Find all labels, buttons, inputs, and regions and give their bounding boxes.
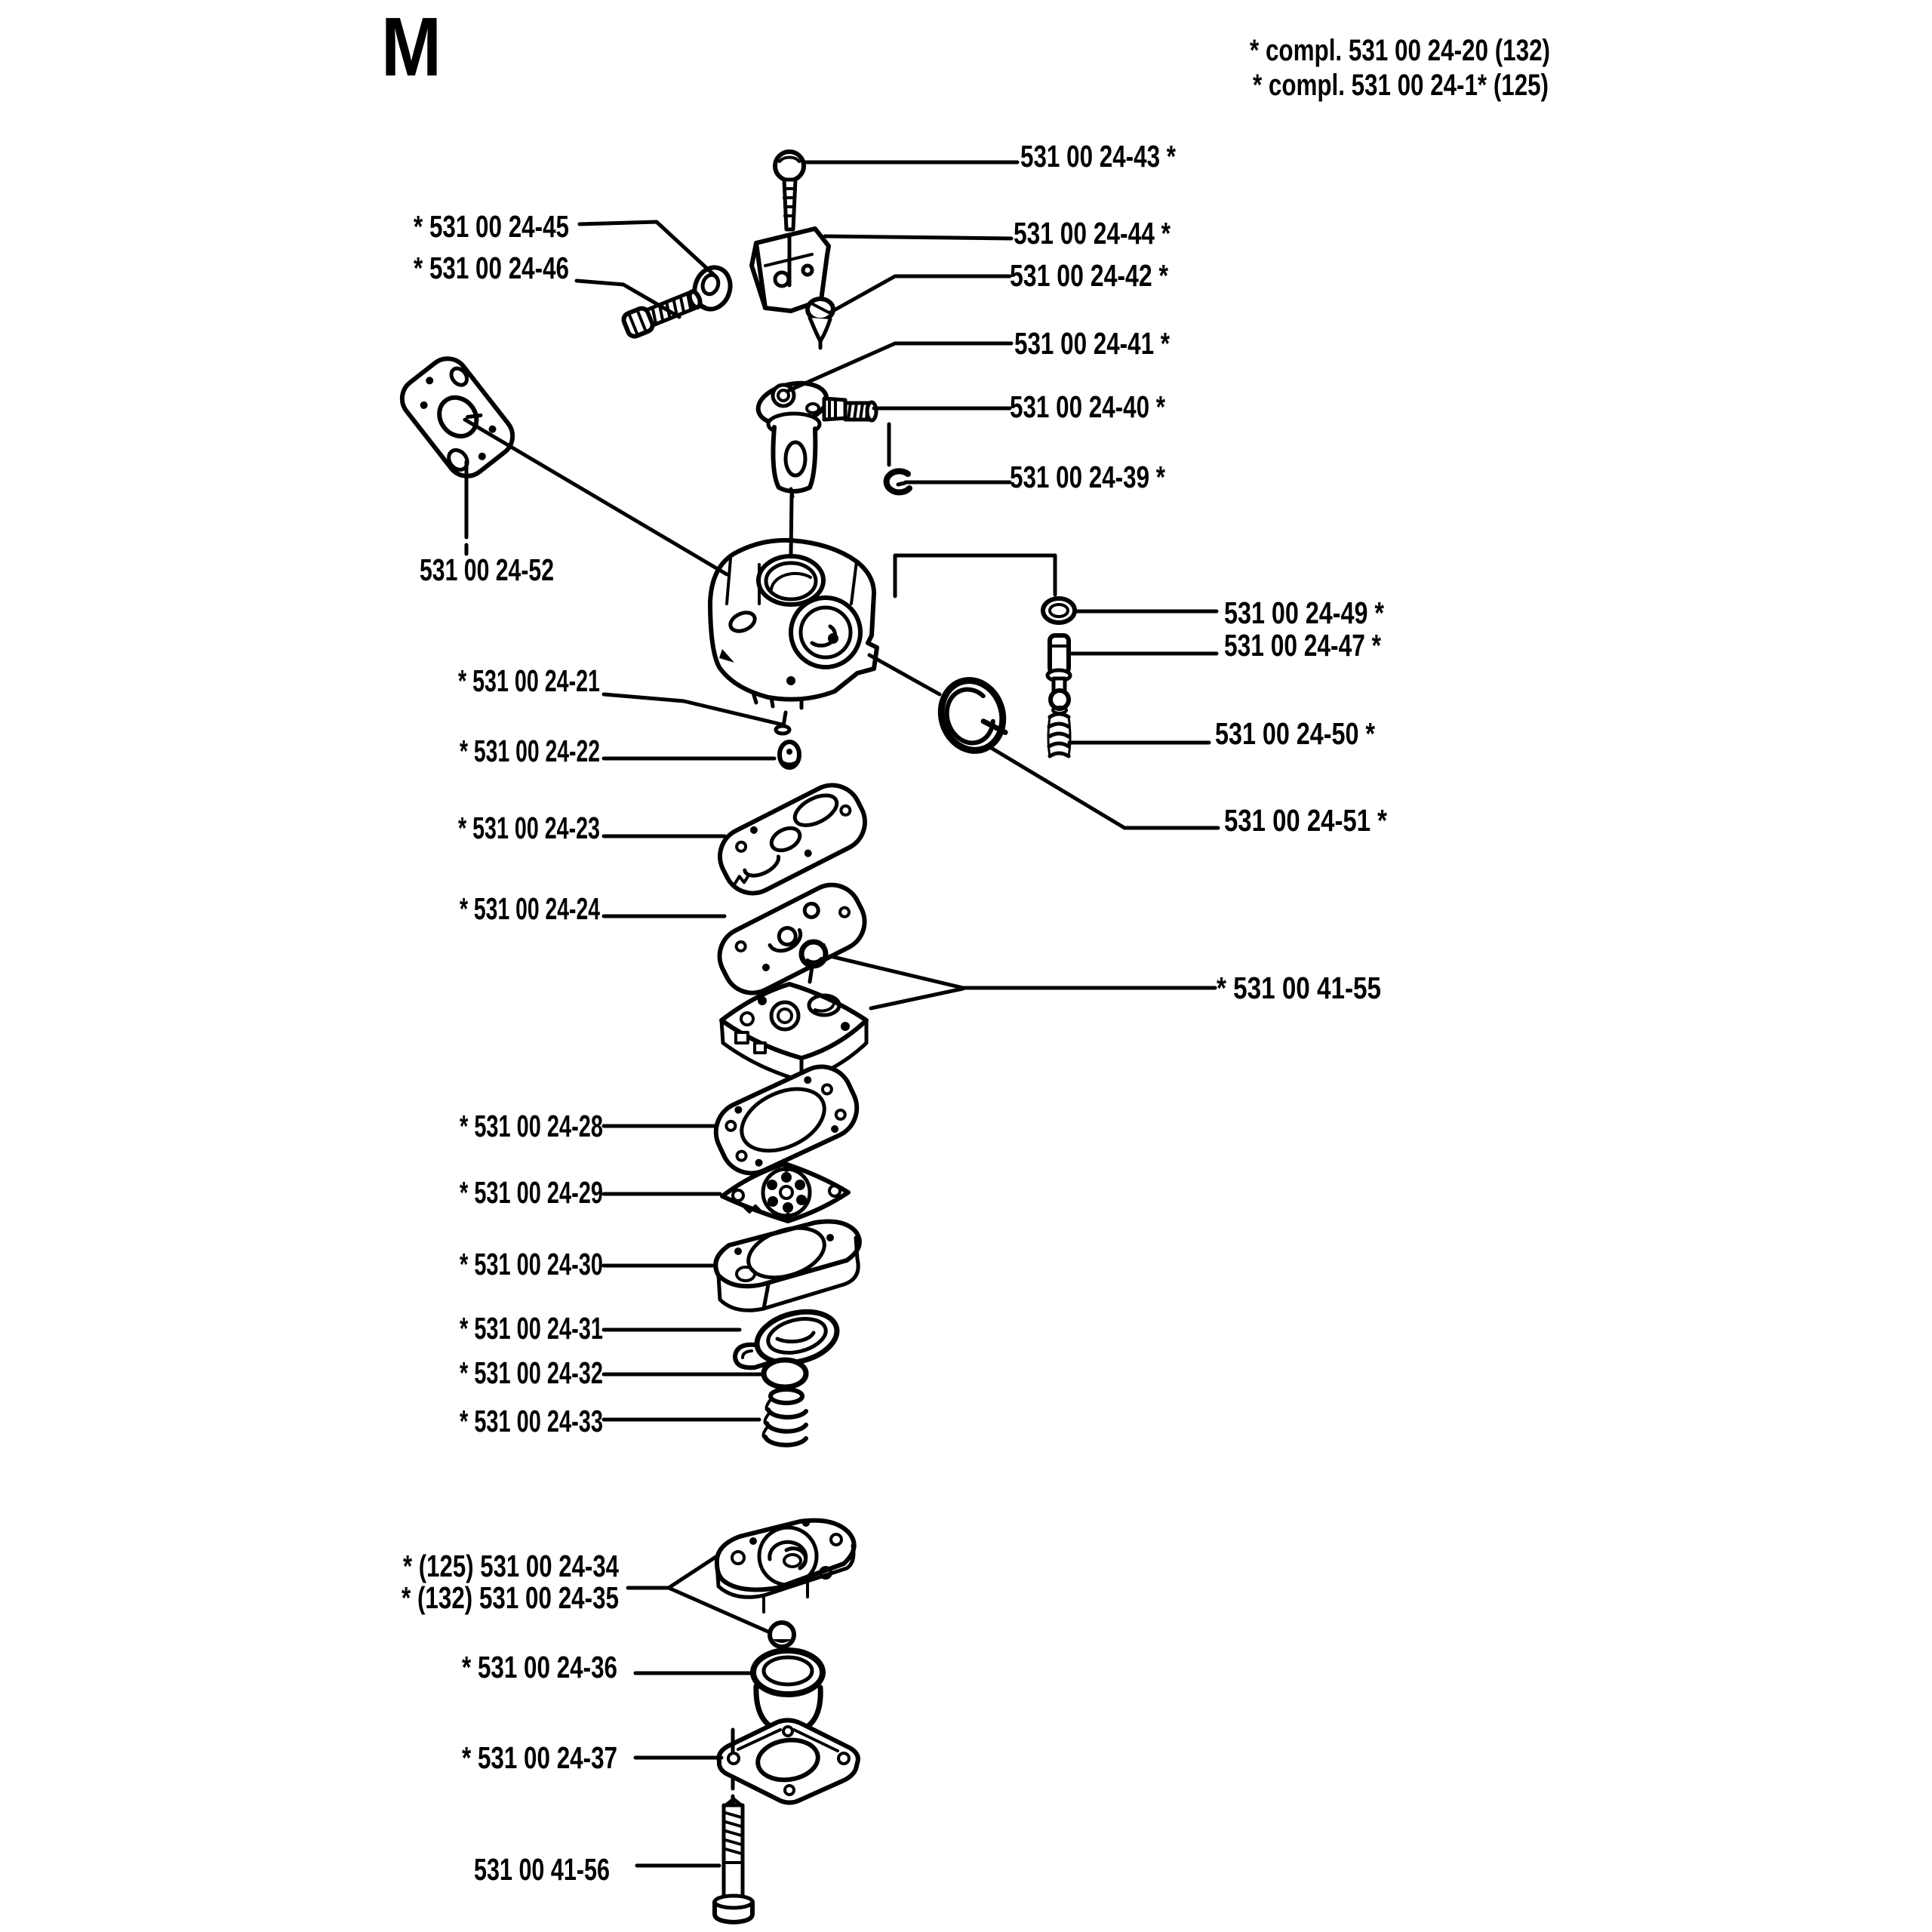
label-531-00-24-45: * 531 00 24-45 — [414, 209, 569, 244]
part-bolt-24-46 — [622, 287, 703, 339]
part-spring-24-50 — [1048, 714, 1070, 756]
label-531-00-24-35: * (132) 531 00 24-35 — [401, 1580, 619, 1615]
leader-41-55-lower — [871, 989, 963, 1008]
label-531-00-24-23: * 531 00 24-23 — [458, 811, 600, 845]
label-531-00-41-55: * 531 00 41-55 — [1217, 971, 1381, 1005]
leader-24-52-diagonal — [465, 420, 727, 574]
leader-body-to-disc — [869, 655, 940, 694]
part-screw-41-56 — [715, 1799, 752, 1922]
part-needle-valve-24-47 — [1048, 635, 1070, 713]
label-531-00-24-37: * 531 00 24-37 — [462, 1740, 617, 1775]
label-531-00-24-40: 531 00 24-40 * — [1010, 389, 1166, 424]
part-spring-24-33 — [764, 1389, 807, 1445]
label-531-00-24-43: 531 00 24-43 * — [1020, 139, 1177, 174]
label-531-00-24-21: * 531 00 24-21 — [458, 663, 600, 698]
label-531-00-24-28: * 531 00 24-28 — [460, 1109, 603, 1143]
label-531-00-24-32: * 531 00 24-32 — [460, 1355, 603, 1390]
part-gasket-24-23 — [710, 775, 875, 903]
part-metering-body-41-55 — [721, 984, 866, 1081]
label-531-00-24-47: 531 00 24-47 * — [1224, 628, 1382, 663]
label-531-00-24-41: 531 00 24-41 * — [1014, 326, 1171, 361]
leader-24-42 — [830, 276, 1010, 312]
leader-24-45 — [580, 222, 715, 276]
section-letter: M — [381, 1, 441, 94]
label-531-00-24-30: * 531 00 24-30 — [460, 1247, 603, 1281]
part-idle-screw-24-42 — [808, 299, 833, 348]
label-531-00-24-34: * (125) 531 00 24-34 — [403, 1549, 620, 1583]
part-screw-24-43 — [775, 152, 804, 229]
part-primer-pump-24-34-35 — [717, 1519, 854, 1612]
label-531-00-24-44: 531 00 24-44 * — [1014, 216, 1171, 251]
note-compl-125: * compl. 531 00 24-1* (125) — [1253, 69, 1549, 102]
label-531-00-24-33: * 531 00 24-33 — [460, 1404, 603, 1438]
leader-41-55-upper — [830, 956, 1215, 988]
label-531-00-24-22: * 531 00 24-22 — [460, 734, 600, 768]
label-531-00-24-52: 531 00 24-52 — [420, 552, 554, 587]
leader-24-51 — [989, 746, 1218, 828]
part-throttle-shaft-24-41-40 — [755, 377, 876, 497]
part-choke-diaphragm-24-51 — [932, 672, 1011, 758]
part-pump-body-24-30 — [715, 1219, 860, 1310]
part-check-ball — [770, 1623, 794, 1647]
label-531-00-24-50: 531 00 24-50 * — [1215, 716, 1376, 751]
leader-24-34-35-b — [669, 1588, 770, 1632]
part-plug-24-22 — [780, 742, 799, 768]
leader-24-44 — [825, 236, 1011, 238]
label-531-00-41-56: 531 00 41-56 — [474, 1852, 610, 1887]
part-inlet-needle-41-55 — [801, 942, 826, 982]
leader-24-41 — [788, 343, 1011, 391]
shaft-axis — [791, 495, 792, 554]
label-531-00-24-51: 531 00 24-51 * — [1224, 803, 1388, 838]
part-carburetor-body — [710, 540, 877, 708]
label-531-00-24-36: * 531 00 24-36 — [462, 1650, 617, 1684]
leader-valve-install — [895, 555, 1055, 596]
label-531-00-24-24: * 531 00 24-24 — [460, 891, 601, 926]
part-gasket-24-37 — [718, 1720, 857, 1802]
label-531-00-24-42: 531 00 24-42 * — [1010, 258, 1169, 293]
label-531-00-24-29: * 531 00 24-29 — [460, 1175, 603, 1210]
part-oring-24-32 — [764, 1360, 806, 1387]
part-number-labels — [381, 1, 1550, 1887]
part-oring-24-49 — [1043, 598, 1075, 623]
part-gasket-24-52 — [394, 350, 521, 484]
note-compl-132: * compl. 531 00 24-20 (132) — [1250, 34, 1550, 67]
label-531-00-24-49: 531 00 24-49 * — [1224, 595, 1385, 630]
label-531-00-24-31: * 531 00 24-31 — [460, 1311, 603, 1346]
label-531-00-24-46: * 531 00 24-46 — [414, 251, 569, 285]
label-531-00-24-39: 531 00 24-39 * — [1010, 460, 1166, 494]
leader-24-34-35-a — [628, 1556, 717, 1588]
